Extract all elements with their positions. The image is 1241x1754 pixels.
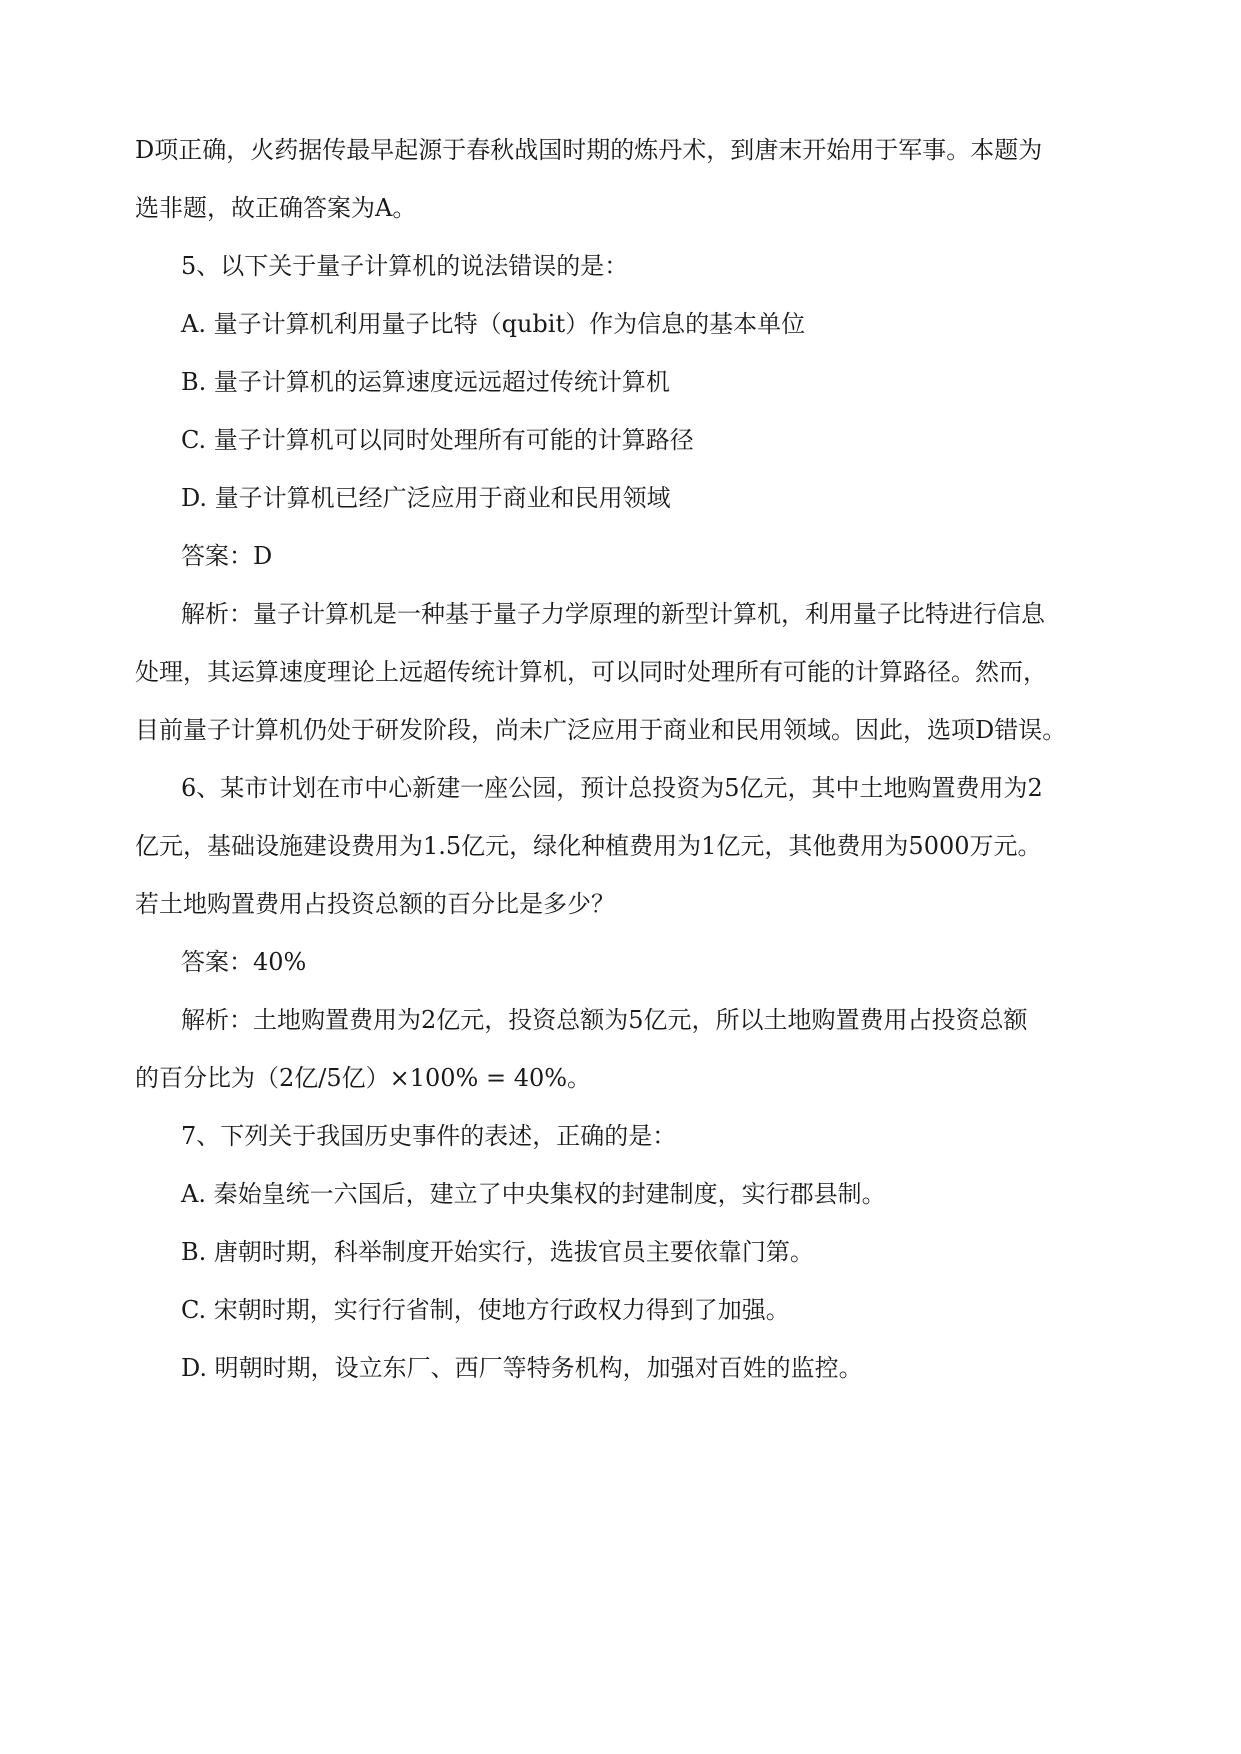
question-6-stem: 亿元，基础设施建设费用为1.5亿元，绿化种植费用为1亿元，其他费用为5000万元。 [135,832,1042,860]
question-6-analysis: 的百分比为（2亿/5亿）×100% = 40%。 [135,1064,592,1092]
question-5-option-a: A. 量子计算机利用量子比特（qubit）作为信息的基本单位 [181,310,806,338]
question-5-option-d: D. 量子计算机已经广泛应用于商业和民用领域 [181,484,671,512]
question-7-stem: 7、下列关于我国历史事件的表述，正确的是： [181,1122,677,1150]
question-6-stem: 6、某市计划在市中心新建一座公园，预计总投资为5亿元，其中土地购置费用为2 [181,774,1043,802]
text-line: 选非题，故正确答案为A。 [135,194,417,222]
question-6-answer: 答案：40% [181,948,307,976]
question-6-stem: 若土地购置费用占投资总额的百分比是多少？ [135,890,615,918]
question-5-option-c: C. 量子计算机可以同时处理所有可能的计算路径 [181,426,694,454]
question-6-analysis: 解析：土地购置费用为2亿元，投资总额为5亿元，所以土地购置费用占投资总额 [181,1006,1028,1034]
question-5-analysis: 目前量子计算机仍处于研发阶段，尚未广泛应用于商业和民用领域。因此，选项D错误。 [135,716,1067,744]
question-5-analysis: 处理，其运算速度理论上远超传统计算机，可以同时处理所有可能的计算路径。然而， [135,658,1047,686]
question-7-option-b: B. 唐朝时期，科举制度开始实行，选拔官员主要依靠门第。 [181,1238,814,1266]
question-7-option-a: A. 秦始皇统一六国后，建立了中央集权的封建制度，实行郡县制。 [181,1180,886,1208]
text-line: D项正确，火药据传最早起源于春秋战国时期的炼丹术，到唐末开始用于军事。本题为 [135,136,1043,164]
question-5-stem: 5、以下关于量子计算机的说法错误的是： [181,252,629,280]
question-5-option-b: B. 量子计算机的运算速度远远超过传统计算机 [181,368,670,396]
question-5-answer: 答案：D [181,542,273,570]
question-5-analysis: 解析：量子计算机是一种基于量子力学原理的新型计算机，利用量子比特进行信息 [181,600,1045,628]
question-7-option-d: D. 明朝时期，设立东厂、西厂等特务机构，加强对百姓的监控。 [181,1354,863,1382]
question-7-option-c: C. 宋朝时期，实行行省制，使地方行政权力得到了加强。 [181,1296,790,1324]
